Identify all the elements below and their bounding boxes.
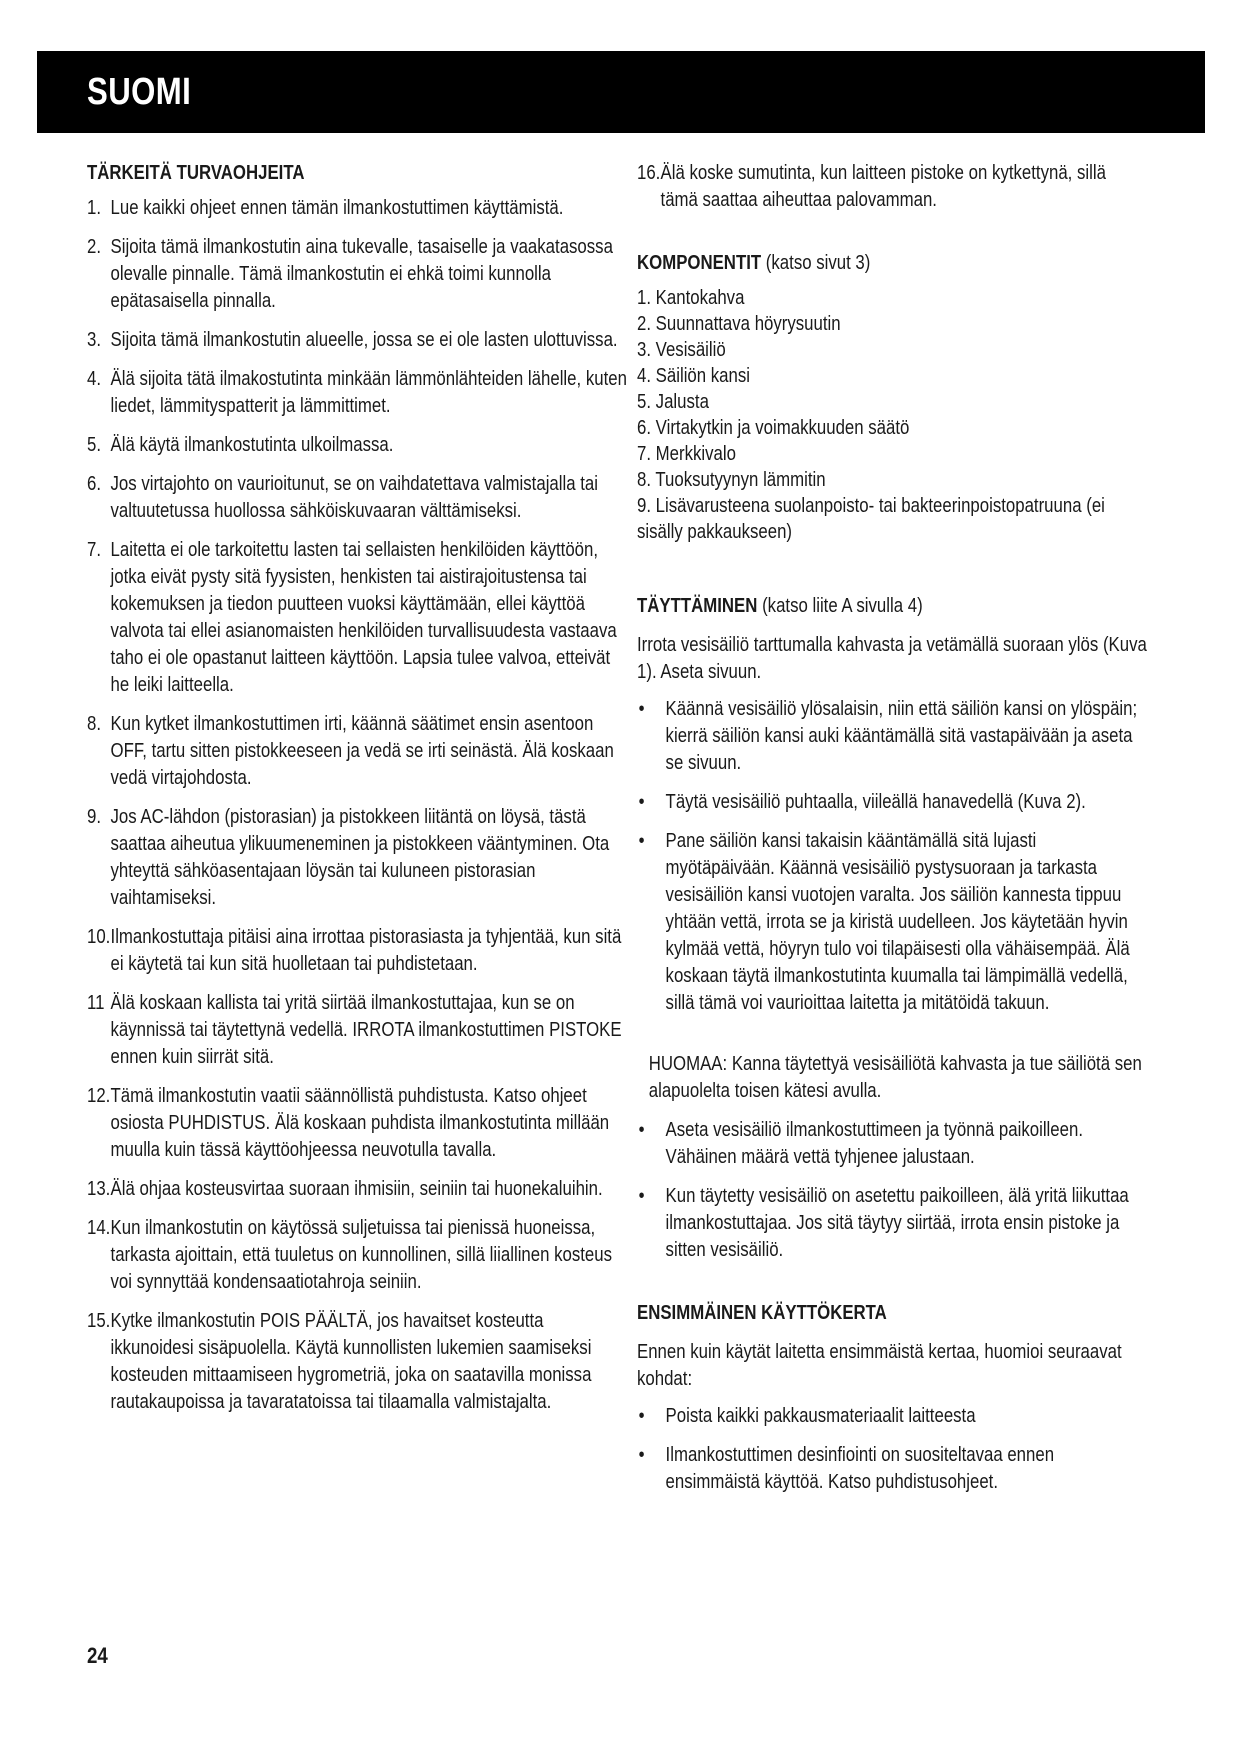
safety-heading: TÄRKEITÄ TURVAOHJEITA	[87, 162, 305, 184]
bullet: •	[638, 830, 645, 852]
components-list	[637, 285, 1147, 545]
safety-item	[87, 1176, 627, 1203]
component-item: 6. Virtakytkin ja voimakkuuden säätö	[637, 417, 910, 439]
bullet: •	[638, 1119, 645, 1141]
item-text: Kytke ilmankostutin POIS PÄÄLTÄ, jos havaitset kosteutta ikkunoidesi sisäpuolella. Käytä kunnollisten lukemien saamiseksi kosteuden mittaamiseen hygrometriä, joka on saatavilla monissa rautakaupoissa ja tavaratatoissa tai tilaamalla valmistajalta.	[110, 1310, 592, 1413]
safety-item	[87, 804, 627, 912]
component-item: 5. Jalusta	[637, 391, 709, 413]
item-number: 4.	[87, 368, 102, 390]
filling-reference: (katso liite A sivulla 4)	[762, 595, 923, 617]
safety-item	[87, 537, 627, 699]
item-number: 1.	[87, 197, 102, 219]
first-use-steps	[637, 1403, 1147, 1496]
component-item: 9. Lisävarusteena suolanpoisto- tai bakteerinpoistopatruuna (ei sisälly pakkaukseen)	[637, 495, 1105, 543]
bullet: •	[638, 698, 645, 720]
component-item: 3. Vesisäiliö	[637, 339, 726, 361]
carry-note: HUOMAA: Kanna täytettyä vesisäiliötä kahvasta ja tue säiliötä sen alapuolelta toisen kätesi avulla.	[648, 1053, 1142, 1102]
component-item: 1. Kantokahva	[637, 287, 745, 309]
item-number: 10.	[87, 926, 111, 948]
safety-list-continued	[637, 160, 1147, 214]
filling-heading	[637, 593, 1147, 620]
item-number: 13.	[87, 1178, 111, 1200]
safety-item	[87, 366, 627, 420]
safety-item	[87, 195, 627, 222]
filling-steps-continued	[637, 1117, 1147, 1264]
item-number: 9.	[87, 806, 102, 828]
components-heading	[637, 250, 1147, 277]
filling-step	[637, 828, 1147, 1017]
item-text: Älä koske sumutinta, kun laitteen pistoke on kytkettynä, sillä tämä saattaa aiheuttaa palovamman.	[660, 162, 1106, 211]
components-reference: (katso sivut 3)	[765, 252, 871, 274]
step-text: Aseta vesisäiliö ilmankostuttimeen ja työnnä paikoilleen. Vähäinen määrä vettä tyhjenee jalustaan.	[665, 1119, 1083, 1168]
item-text: Kun ilmankostutin on käytössä suljetuissa tai pienissä huoneissa, tarkasta ajoittain, että tuuletus on kunnollinen, sillä liiallinen kosteus voi synnyttää kondensaatiotahroja seiniin.	[110, 1217, 613, 1293]
step-text: Ilmankostuttimen desinfiointi on suositeltavaa ennen ensimmäistä käyttöä. Katso puhdistusohjeet.	[665, 1444, 1055, 1493]
right-column	[637, 160, 1147, 1496]
component-item: 4. Säiliön kansi	[637, 365, 751, 387]
component-item: 2. Suunnattava höyrysuutin	[637, 313, 841, 335]
filling-title: TÄYTTÄMINEN	[637, 595, 758, 617]
item-text: Älä sijoita tätä ilmakostutinta minkään lämmönlähteiden lähelle, kuten liedet, lämmityspatterit ja lämmittimet.	[110, 368, 627, 417]
filling-step	[637, 696, 1147, 777]
safety-item	[87, 471, 627, 525]
safety-item	[87, 711, 627, 792]
filling-intro: Irrota vesisäiliö tarttumalla kahvasta ja vetämällä suoraan ylös (Kuva 1). Aseta sivuun.	[637, 634, 1147, 683]
safety-item	[87, 234, 627, 315]
safety-item	[87, 1308, 627, 1416]
safety-item	[637, 160, 1147, 214]
item-number: 7.	[87, 539, 102, 561]
safety-item	[87, 1083, 627, 1164]
item-number: 2.	[87, 236, 102, 258]
step-text: Käännä vesisäiliö ylösalaisin, niin että säiliön kansi on ylöspäin; kierrä säiliön kansi auki kääntämällä sitä vastapäivään ja aseta se sivuun.	[665, 698, 1138, 774]
safety-item	[87, 990, 627, 1071]
item-number: 3.	[87, 329, 102, 351]
component-item: 8. Tuoksutyynyn lämmitin	[637, 469, 826, 491]
item-number: 15.	[87, 1310, 111, 1332]
item-text: Älä ohjaa kosteusvirtaa suoraan ihmisiin, seiniin tai huonekaluihin.	[110, 1178, 603, 1200]
item-number: 5.	[87, 434, 102, 456]
item-number: 12.	[87, 1085, 111, 1107]
step-text: Poista kaikki pakkausmateriaalit laitteesta	[665, 1405, 976, 1427]
component-item: 7. Merkkivalo	[637, 443, 736, 465]
first-use-heading: ENSIMMÄINEN KÄYTTÖKERTA	[637, 1302, 887, 1324]
filling-steps	[637, 696, 1147, 1017]
bullet: •	[638, 1405, 645, 1427]
item-text: Sijoita tämä ilmankostutin aina tukevalle, tasaiselle ja vaakatasossa olevalle pinnalle. Tämä ilmankostutin ei ehkä toimi kunnolla epätasaisella pinnalla.	[110, 236, 613, 312]
item-text: Ilmankostuttaja pitäisi aina irrottaa pistorasiasta ja tyhjentää, kun sitä ei käytetä tai kun sitä huolletaan tai puhdistetaan.	[110, 926, 622, 975]
first-use-step	[637, 1442, 1147, 1496]
safety-item	[87, 924, 627, 978]
item-text: Kun kytket ilmankostuttimen irti, käännä säätimet ensin asentoon OFF, tartu sitten pistokkeeseen ja vedä se irti seinästä. Älä koskaan vedä virtajohdosta.	[110, 713, 614, 789]
item-text: Tämä ilmankostutin vaatii säännöllistä puhdistusta. Katso ohjeet osiosta PUHDISTUS. Älä koskaan puhdista ilmankostutinta millään muulla kuin tässä käyttöohjeessa neuvotulla tavalla.	[110, 1085, 610, 1161]
page-number: 24	[87, 1643, 108, 1668]
language-header-bar	[37, 51, 1205, 133]
bullet: •	[638, 1185, 645, 1207]
item-text: Älä käytä ilmankostutinta ulkoilmassa.	[110, 434, 394, 456]
item-text: Jos AC-lähdon (pistorasian) ja pistokkeen liitäntä on löysä, tästä saattaa aiheutua ylikuumeneminen ja pistokkeen vääntyminen. Ota yhteyttä sähköasentajaan löysän tai kuluneen pistorasian vaihtamiseksi.	[110, 806, 610, 909]
filling-step	[637, 789, 1147, 816]
item-number: 8.	[87, 713, 102, 735]
safety-item	[87, 1215, 627, 1296]
safety-item	[87, 327, 627, 354]
first-use-intro: Ennen kuin käytät laitetta ensimmäistä kertaa, huomioi seuraavat kohdat:	[637, 1341, 1122, 1390]
safety-list	[87, 195, 627, 1416]
item-number: 14.	[87, 1217, 111, 1239]
first-use-step	[637, 1403, 1147, 1430]
safety-item	[87, 432, 627, 459]
bullet: •	[638, 1444, 645, 1466]
step-text: Täytä vesisäiliö puhtaalla, viileällä hanavedellä (Kuva 2).	[665, 791, 1086, 813]
item-number: 6.	[87, 473, 102, 495]
left-column	[87, 160, 627, 1416]
item-text: Laitetta ei ole tarkoitettu lasten tai sellaisten henkilöiden käyttöön, jotka eivät pysty sitä fyysisten, henkisten tai aistirajoitustensa tai kokemuksen ja tiedon puutteen vuoksi käyttämään, ellei käyttöä valvota tai ellei asianomaisten henkilöiden turvallisuudesta vastaava taho ei ole opastanut laitteen käyttöön. Lapsia tulee valvoa, etteivät he leiki laitteella.	[110, 539, 617, 696]
item-text: Jos virtajohto on vaurioitunut, se on vaihdatettava valmistajalla tai valtuutetussa huollossa sähköiskuvaaran välttämiseksi.	[110, 473, 598, 522]
components-title: KOMPONENTIT	[637, 252, 762, 274]
item-text: Lue kaikki ohjeet ennen tämän ilmankostuttimen käyttämistä.	[110, 197, 564, 219]
item-number: 16.	[637, 162, 661, 184]
step-text: Pane säiliön kansi takaisin kääntämällä sitä lujasti myötäpäivään. Käännä vesisäiliö pystysuoraan ja tarkasta vesisäiliön kansi vuotojen varalta. Jos säiliön kannesta tippuu yhtään vettä, irrota se ja kiristä uudelleen. Jos käytetään hyvin kylmää vettä, höyryn tulo voi tilapäisesti olla vähäisempää. Älä koskaan täytä ilmankostutinta kuumalla tai lämpimällä vedellä, sillä tämä voi vaurioittaa laitetta ja mitätöidä takuun.	[665, 830, 1130, 1014]
item-text: Sijoita tämä ilmankostutin alueelle, jossa se ei ole lasten ulottuvissa.	[110, 329, 618, 351]
step-text: Kun täytetty vesisäiliö on asetettu paikoilleen, älä yritä liikuttaa ilmankostuttajaa. Jos sitä täytyy siirtää, irrota ensin pistoke ja sitten vesisäiliö.	[665, 1185, 1129, 1261]
filling-step	[637, 1117, 1147, 1171]
filling-step	[637, 1183, 1147, 1264]
bullet: •	[638, 791, 645, 813]
language-title: SUOMI	[87, 71, 192, 113]
item-number: 11	[87, 992, 105, 1014]
item-text: Älä koskaan kallista tai yritä siirtää ilmankostuttajaa, kun se on käynnissä tai täytettynä vedellä. IRROTA ilmankostuttimen PISTOKE ennen kuin siirrät sitä.	[110, 992, 622, 1068]
